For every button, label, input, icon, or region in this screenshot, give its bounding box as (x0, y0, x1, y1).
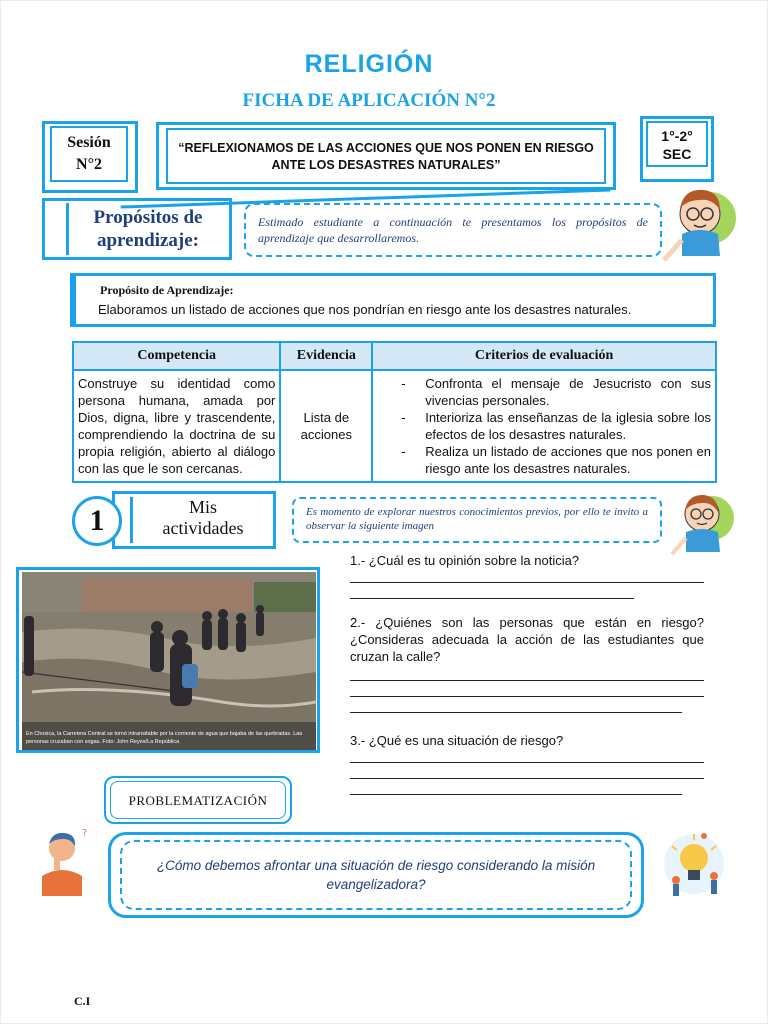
activity-number-badge: 1 (72, 496, 122, 546)
grade-line1: 1°-2° (661, 128, 693, 144)
teacher-character-icon (660, 176, 740, 268)
problematizacion-label: PROBLEMATIZACIÓN (110, 781, 286, 819)
problem-question: ¿Cómo debemos afrontar una situación de riesgo considerando la misión evangelizadora? (120, 840, 632, 910)
session-topic: “REFLEXIONAMOS DE LAS ACCIONES QUE NOS PONEN EN RIESGO ANTE LOS DESASTRES NATURALES” (166, 128, 606, 184)
answer-line[interactable] (350, 582, 704, 583)
criteria-item: - Interioriza las enseñanzas de la iglesia sobre los efectos de los desastres naturales. (377, 409, 711, 443)
idea-lightbulb-icon (656, 826, 732, 902)
criteria-item: - Confronta el mensaje de Jesucristo con sus vivencias personales. (377, 375, 711, 409)
header-competencia: Competencia (73, 342, 280, 370)
grade-line2: SEC (662, 146, 692, 162)
evidencia-cell: Lista de acciones (280, 370, 372, 482)
header-evidencia: Evidencia (280, 342, 372, 370)
table-row (73, 370, 716, 482)
session-line2: N°2 (76, 156, 102, 173)
criteria-item: - Realiza un listado de acciones que nos ponen en riesgo ante los desastres naturales. (377, 443, 711, 477)
flood-photo-icon (22, 572, 316, 750)
question-1: 1.- ¿Cuál es tu opinión sobre la noticia? (350, 553, 580, 568)
learning-purpose-box (70, 273, 716, 327)
activities-heading-line2: actividades (162, 518, 244, 538)
photo-caption: En Chosica, la Carretera Central se tornó intransitable por la corriente de agua que bajaba de las quebradas. Las personas cruzaban con sogas. Foto: John Reyes/La República (26, 731, 303, 745)
svg-text:?: ? (82, 828, 88, 839)
student-character-icon (668, 486, 738, 560)
activities-heading (130, 497, 273, 543)
answer-line[interactable] (350, 696, 704, 697)
competency-table (72, 341, 717, 483)
purpose-heading (70, 206, 226, 252)
answer-line[interactable] (350, 794, 682, 795)
purpose-bar (48, 203, 69, 255)
activities-heading-line1: Mis (188, 497, 217, 517)
learning-purpose-label: Propósito de Aprendizaje: (100, 283, 234, 297)
learning-purpose-text: Elaboramos un listado de acciones que nos pondrían en riesgo ante los desastres naturales. (98, 302, 632, 317)
answer-line[interactable] (350, 712, 682, 713)
page-title: RELIGIÓN (304, 50, 434, 78)
purpose-heading-line1: Propósitos de (93, 207, 203, 228)
explore-note: Es momento de explorar nuestros conocimientos previos, por ello te invito a observar la siguiente imagen (292, 497, 662, 543)
footer-text: C.I (74, 994, 91, 1008)
header-criterios: Criterios de evaluación (372, 342, 716, 370)
answer-line[interactable] (350, 762, 704, 763)
page-subtitle: FICHA DE APLICACIÓN N°2 (242, 90, 496, 111)
competencia-cell: Construye su identidad como persona humana, amada por Dios, digna, libre y trascendente, comprendiendo la doctrina de su propia religión, abierto al diálogo con las que le son cercanas. (73, 370, 280, 482)
question-3: 3.- ¿Qué es una situación de riesgo? (350, 733, 564, 748)
answer-line[interactable] (350, 598, 634, 599)
answer-line[interactable] (350, 680, 704, 681)
news-photo (22, 572, 316, 750)
purpose-intro: Estimado estudiante a continuación te presentamos los propósitos de aprendizaje que desarrollaremos. (244, 203, 662, 257)
criteria-list (377, 375, 711, 477)
question-2: 2.- ¿Quiénes son las personas que están en riesgo? ¿Consideras adecuada la acción de las estudiantes que cruzan la calle? (350, 615, 704, 664)
criterios-cell (372, 370, 716, 482)
table-header-row (73, 342, 716, 370)
purpose-heading-line2: aprendizaje: (96, 230, 200, 251)
thinking-person-icon (36, 826, 96, 896)
session-line1: Sesión (67, 134, 111, 151)
session-label (50, 126, 128, 182)
answer-line[interactable] (350, 778, 704, 779)
grade-label (646, 121, 708, 167)
